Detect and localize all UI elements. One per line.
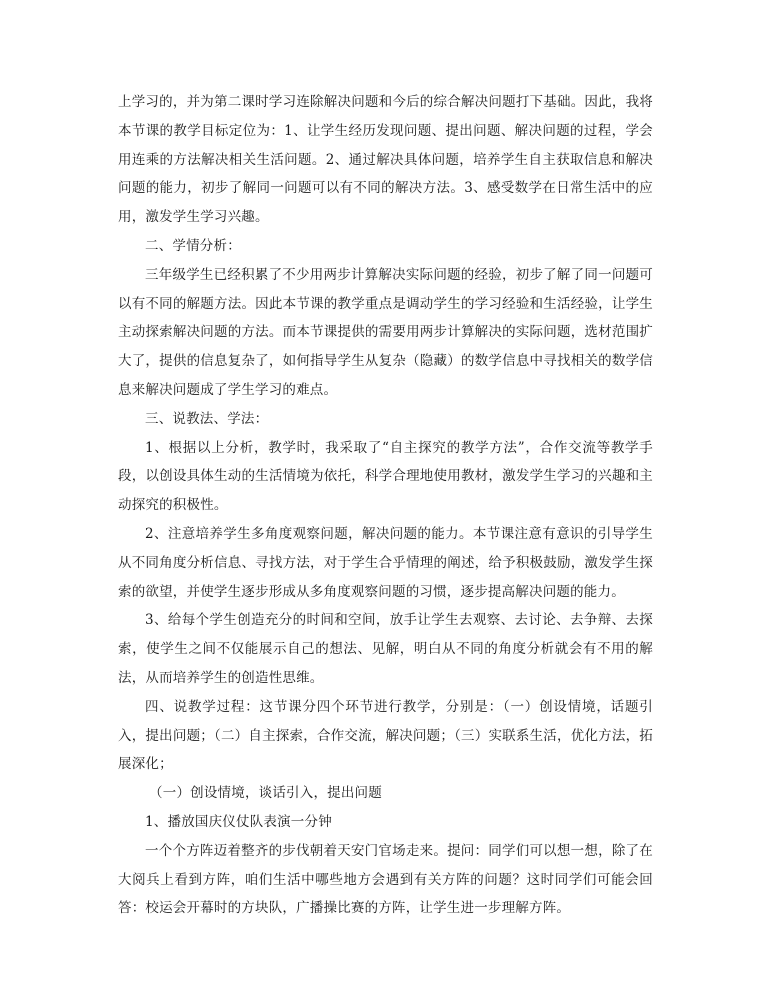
item-play-video: 1、播放国庆仪仗队表演一分钟 bbox=[145, 813, 332, 830]
paragraph-phalanx: 一个个方阵迈着整齐的步伐朝着天安门官场走来。提问：同学们可以想一想，除了在大阅兵上看到方阵，咱们生活中哪些地方会遇到有关方阵的问题？这时同学们可能会回答：校运会开幕时的方块队，广播操比赛的方阵，让学生进一步理解方阵。 bbox=[118, 842, 653, 917]
paragraph-objectives: 上学习的，并为第二课时学习连除解决问题和今后的综合解决问题打下基础。因此，我将本节课的教学目标定位为：1、让学生经历发现问题、提出问题、解决问题的过程，学会用连乘的方法解决相关生活问题。2、通过解决具体问题，培养学生自主获取信息和解决问题的能力，初步了解同一问题可以有不同的解决方法。3、感受数学在日常生活中的应用，激发学生学习兴趣。 bbox=[118, 94, 653, 226]
heading-teaching-methods: 三、说教法、学法： bbox=[145, 410, 269, 427]
heading-teaching-process: 四、说教学过程：这节课分四个环节进行教学，分别是：（一）创设情境，话题引入，提出问题；（二）自主探索，合作交流，解决问题；（三）实联系生活，优化方法，拓展深化； bbox=[118, 698, 653, 773]
heading-student-analysis: 二、学情分析： bbox=[145, 237, 241, 254]
paragraph-method-2: 2、注意培养学生多角度观察问题，解决问题的能力。本节课注意有意识的引导学生从不同角度分析信息、寻找方法，对于学生合乎情理的阐述，给予积极鼓励，激发学生探索的欲望，并使学生逐步形成从多角度观察问题的习惯，逐步提高解决问题的能力。 bbox=[118, 525, 653, 600]
document-body bbox=[118, 88, 653, 923]
paragraph-method-3: 3、给每个学生创造充分的时间和空间，放手让学生去观察、去讨论、去争辩、去探索，使学生之间不仅能展示自己的想法、见解，明白从不同的角度分析就会有不用的解法，从而培养学生的创造性思维。 bbox=[118, 612, 653, 686]
subheading-create-situation: （一）创设情境，谈话引入，提出问题 bbox=[149, 785, 382, 802]
paragraph-method-1: 1、根据以上分析，教学时，我采取了“自主探究的教学方法”，合作交流等教学手段，以创设具体生动的生活情境为依托，科学合理地使用教材，激发学生学习的兴趣和主动探究的积极性。 bbox=[118, 439, 653, 514]
paragraph-student-analysis: 三年级学生已经积累了不少用两步计算解决实际问题的经验，初步了解了同一问题可以有不同的解题方法。因此本节课的教学重点是调动学生的学习经验和生活经验，让学生主动探索解决问题的方法。而本节课提供的需要用两步计算解决的实际问题，选材范围扩大了，提供的信息复杂了，如何指导学生从复杂（隐藏）的数学信息中寻找相关的数学信息来解决问题成了学生学习的难点。 bbox=[118, 266, 653, 398]
